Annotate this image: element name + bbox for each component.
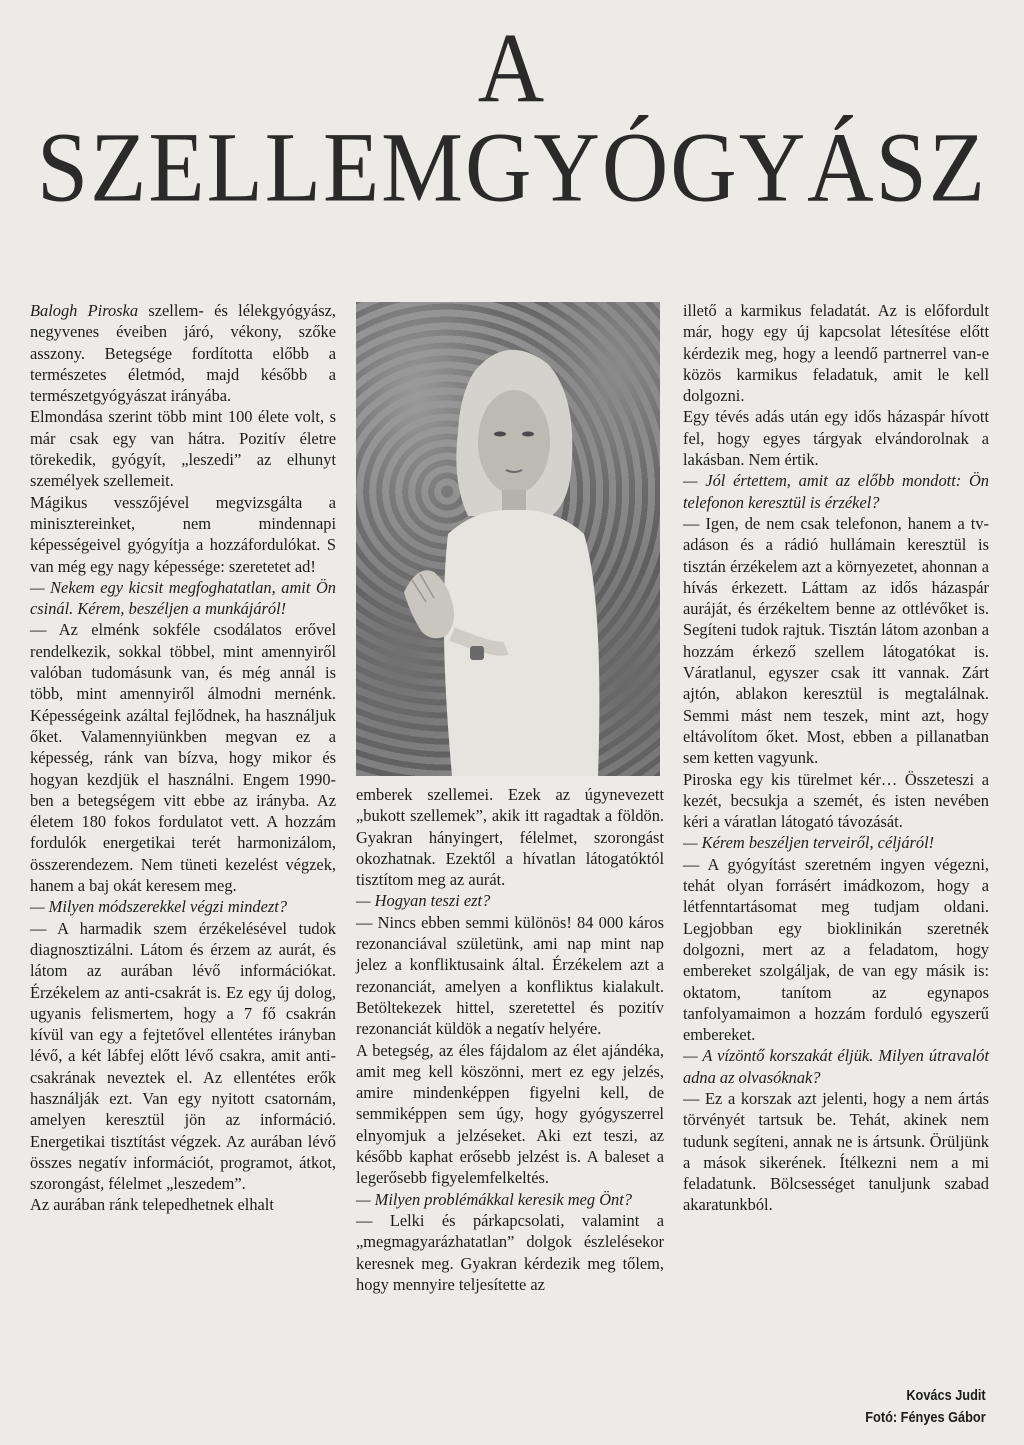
woman-portrait-icon xyxy=(356,302,660,776)
article-credits xyxy=(866,1385,986,1429)
interview-question: — Milyen módszerekkel végzi mindezt? xyxy=(30,897,288,917)
author-credit: Kovács Judit xyxy=(906,1387,986,1404)
intro-paragraph xyxy=(30,300,336,406)
photo-credit: Fotó: Fényes Gábor xyxy=(865,1409,986,1426)
column-3 xyxy=(683,300,989,1216)
body-paragraph: Elmondása szerint több mint 100 élete volt, s már csak egy van hátra. Pozitív életre törekedik, gyógyít, „leszedi” az elhunyt személyek szellemeit. xyxy=(30,407,336,491)
interview-question: — A vízöntő korszakát éljük. Milyen útravalót adna az olvasóknak? xyxy=(683,1046,989,1087)
body-paragraph: Piroska egy kis türelmet kér… Összeteszi a kezét, becsukja a szemét, és isten nevében kéri a váratlan látogató távozását. xyxy=(683,769,989,832)
column-2 xyxy=(356,784,664,1295)
body-paragraph: Egy tévés adás után egy idős házaspár hívott fel, hogy egyes tárgyak elvándorolnak a lakásban. Nem értik. xyxy=(683,407,989,470)
interviewee-name: Balogh Piroska xyxy=(30,301,139,320)
body-paragraph: — Lelki és párkapcsolati, valamint a „megmagyarázhatatlan” dolgok észlelésekor keresnek meg. Gyakran kérdezik meg tőlem, hogy mennyire teljesítette az xyxy=(356,1210,664,1294)
body-paragraph: — A gyógyítást szeretném ingyen végezni, tehát olyan forrásért imádkozom, hogy a létfenntartásomat meg tudjam oldani. Legjobban egy bioklinikán szeretnék dolgozni, mert az a feladatom, hogy embereket szolgáljak, de van egy másik is: oktatom, tanítom az egynapos tanfolyamaimon a hozzám forduló egyszerű embereket. xyxy=(683,854,989,1045)
column-1 xyxy=(30,300,336,1216)
intro-text: szellem- és lélekgyógyász, negyvenes éveiben járó, vékony, szőke asszony. Betegsége fordította előbb a természetes életmód, majd később a természetgyógyászat irányába. xyxy=(30,301,336,406)
body-paragraph: — Igen, de nem csak telefonon, hanem a tv-adáson és a rádió hullámain keresztül is tisztán érzékelem azt a környezetet, ahonnan a hívás érkezett. Láttam az idős házaspár auráját, és érzékeltem benne az ottlévőket is. Segíteni tudok rajtuk. Tisztán látom azonban a hozzám érkező szellem látogatókat is. Váratlanul, egyszer csak itt vannak. Zárt ajtón, ablakon keresztül is megtalálnak. Semmi mást nem teszek, mint azt, hogy eltávolítom őket. Most, ebben a pillanatban sem ketten vagyunk. xyxy=(683,513,989,768)
body-paragraph: A betegség, az éles fájdalom az élet ajándéka, amit meg kell köszönni, mert ez egy jelzés, amire mindenképpen figyelni kell, de semmiképpen sem úgy, hogy gyógyszerrel elnyomjuk a jelzéseket. Aki ezt teszi, az később kaphat erősebb jelzést is. A baleset a legerősebb figyelemfelkeltés. xyxy=(356,1040,664,1188)
body-paragraph: emberek szellemei. Ezek az úgynevezett „bukott szellemek”, akik itt ragadtak a földön. Gyakran hányingert, félelmet, szorongást okozhatnak. Ezektől a hívatlan látogatóktól tisztítom meg az aurát. xyxy=(356,785,664,890)
interview-question: — Kérem beszéljen terveiről, céljáról! xyxy=(683,833,935,853)
body-paragraph: — Az elménk sokféle csodálatos erővel rendelkezik, sokkal többel, mint amennyiről valóban tudomásunk van, és még annál is több, mint amennyiről álmodni mernénk. Képességeink azáltal fejlődnek, ha használjuk őket. Valamennyiünkben megvan ez a képesség, ránk van bízva, hogy mikor és hogyan kezdjük el használni. Engem 1990-ben a betegségem vitt ebbe az irányba. Az életem 180 fokos fordulatot vett. A hozzám fordulók energetikai terét harmonizálom, összerendezem. Nem tüneti kezelést végzek, hanem a baj okát keresem meg. xyxy=(30,620,336,896)
body-paragraph: — Ez a korszak azt jelenti, hogy a nem ártás törvényét tartsuk be. Tehát, akinek nem tudunk segíteni, annak ne is ártsunk. Örüljünk a mások sikerének. Ítélkezni nem a mi feladatunk. Bölcsességet tanuljunk szabad akaratunkból. xyxy=(683,1088,989,1215)
body-paragraph: — A harmadik szem érzékelésével tudok diagnosztizálni. Látom és érzem az aurát, és látom az aurában lévő információkat. Érzékelem az anti-csakrát is. Ez egy új dolog, ugyanis felismertem, hogy a 7 fő csakrán kívül van egy a fejtetővel ellentétes irányban lévő, a két lábfej előtt lévő csakra, amit anti-csakrának neveztek el. Az ellentétes erők használják ezt. Van egy nyitott csatornám, amelyen keresztül jön az információ. Energetikai tisztítást végzek. Az aurában lévő összes negatív információt, programot, átkot, szorongást, félelmet „leszedem”. xyxy=(30,918,336,1194)
body-paragraph: illető a karmikus feladatát. Az is előfordult már, hogy egy új kapcsolat létesítése előtt kérdezik meg, hogy a leendő partnerrel van-e közös karmikus feladatuk, amit le kell dolgozni. xyxy=(683,301,989,406)
body-paragraph: Az aurában ránk telepedhetnek elhalt xyxy=(30,1195,274,1215)
body-paragraph: — Nincs ebben semmi különös! 84 000 káros rezonanciával születünk, ami nap mint nap jelez a konfliktusaink által. Érzékelem azt a rezonanciát, amelyen a konfliktus kialakult. Betöltekezek hittel, szeretettel és pozitív rezonanciát küldök a negatív helyére. xyxy=(356,912,664,1039)
interview-question: — Nekem egy kicsit megfoghatatlan, amit Ön csinál. Kérem, beszéljen a munkájáról! xyxy=(30,577,336,619)
interview-question: — Hogyan teszi ezt? xyxy=(356,891,491,911)
interview-question: — Milyen problémákkal keresik meg Önt? xyxy=(356,1189,632,1209)
body-paragraph: Mágikus vesszőjével megvizsgálta a minisztereinket, nem mindennapi képességeivel gyógyítja a hozzáfordulókat. S van még egy nagy képessége: szeretetet ad! xyxy=(30,492,336,576)
portrait-photo xyxy=(356,302,660,776)
interview-question: — Jól értettem, amit az előbb mondott: Ön telefonon keresztül is érzékel? xyxy=(683,471,989,512)
article-title: A SZELLEMGYÓGYÁSZ xyxy=(37,12,987,223)
